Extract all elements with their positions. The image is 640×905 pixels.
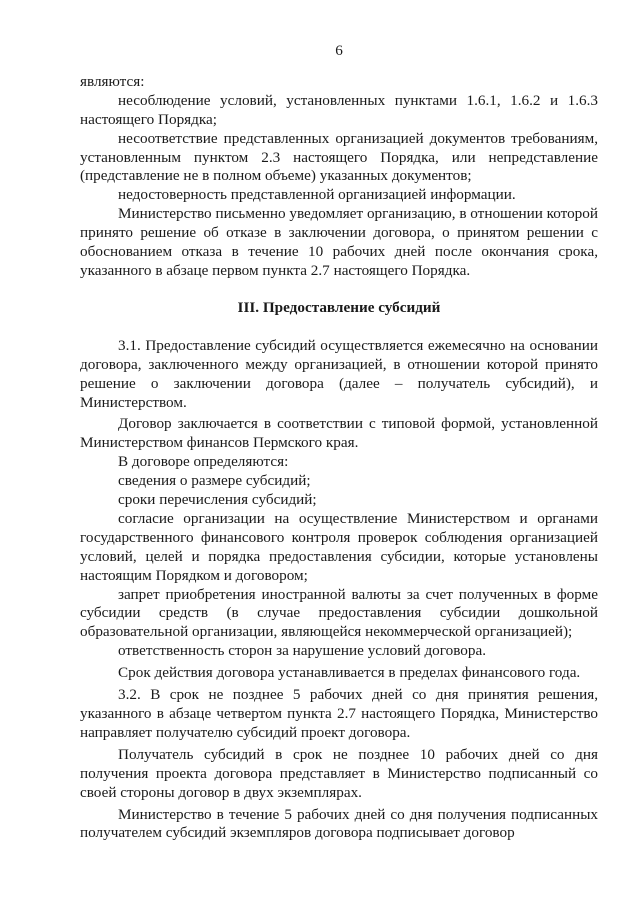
section-heading: III. Предоставление субсидий: [237, 298, 441, 316]
section-text-block: [80, 337, 598, 844]
paragraph: Получатель субсидий в срок не позднее 10 рабочих дней со дня получения проекта договора представляет в Министерство подписанный со своей стороны договор в двух экземплярах.: [80, 745, 598, 801]
paragraph: В договоре определяются:: [118, 453, 289, 471]
top-text-block: [80, 73, 598, 281]
paragraph: согласие организации на осуществление Министерством и органами государственного финансового контроля проверок соблюдения организацией условий, целей и порядка предоставления субсидии, которые установлены настоящим Порядком и договором;: [80, 509, 598, 584]
paragraph: Срок действия договора устанавливается в пределах финансового года.: [118, 664, 581, 682]
paragraph: Министерство в течение 5 рабочих дней со дня получения подписанных получателем субсидий экземпляров договора подписывает договор: [80, 805, 598, 842]
paragraph: Договор заключается в соответствии с типовой формой, установленной Министерством финансов Пермского края.: [80, 415, 598, 452]
paragraph: являются:: [80, 72, 145, 90]
paragraph: недостоверность представленной организацией информации.: [118, 186, 516, 204]
paragraph: ответственность сторон за нарушение условий договора.: [118, 642, 486, 660]
paragraph: 3.2. В срок не позднее 5 рабочих дней со дня принятия решения, указанного в абзаце четвертом пункта 2.7 настоящего Порядка, Министерство направляет получателю субсидий проект договора.: [80, 686, 598, 741]
paragraph: Министерство письменно уведомляет организацию, в отношении которой принято решение об отказе в заключении договора, о принятом решении с обоснованием отказа в течение 10 рабочих дней после окончания срока, указанного в абзаце первом пункта 2.7 настоящего Порядка.: [80, 205, 598, 279]
paragraph: запрет приобретения иностранной валюты за счет полученных в форме субсидии средств (в случае предоставления субсидии дошкольной образовательной организации, являющейся некоммерческой организацией);: [80, 585, 598, 641]
paragraph: 3.1. Предоставление субсидий осуществляется ежемесячно на основании договора, заключенного между организацией, в отношении которой принято решение о заключении договора (далее – получатель субсидий), и Министерством.: [80, 336, 598, 411]
paragraph: сведения о размере субсидий;: [118, 472, 311, 490]
paragraph: несоответствие представленных организацией документов требованиям, установленным пунктом 2.3 настоящего Порядка, или непредставление (представление не в полном объеме) указанных документов;: [80, 129, 598, 185]
page-number: 6: [335, 42, 343, 59]
paragraph: сроки перечисления субсидий;: [118, 491, 317, 509]
document-page: [80, 42, 598, 843]
paragraph: несоблюдение условий, установленных пунктами 1.6.1, 1.6.2 и 1.6.3 настоящего Порядка;: [80, 91, 598, 128]
